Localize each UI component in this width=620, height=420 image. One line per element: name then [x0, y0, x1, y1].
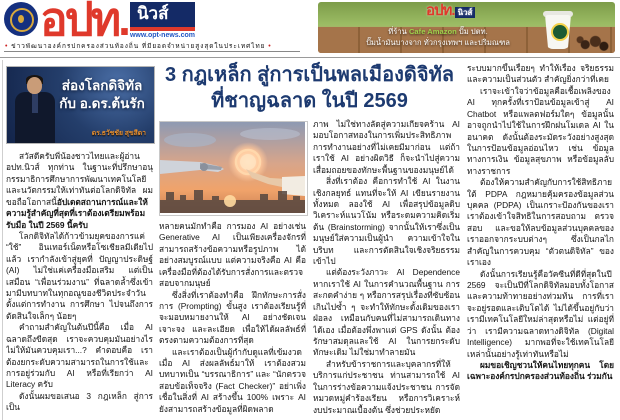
newspaper-logo — [4, 0, 196, 45]
ad-logo-main-text: อปท. — [426, 2, 455, 19]
col1-paragraph2: โลกดิจิทัลได้ก้าวข้ามยุคของการแค่ “ใช้” อินเทอร์เน็ตหรือโซเชียลมีเดียไปแล้ว เรากำลังเข้าสู่ยุคที่ ปัญญาประดิษฐ์ (AI) ไม่ใช่แค่เครื่องมือเสริม แต่เป็นเสมือน “เพื่อนร่วมงาน” ที่ฉลาดล้ำซึ่งเข้ามามีบทบาทในทุกอณูของชีวิตประจำวัน ตั้งแต่การทำงาน การศึกษา ไปจนถึงการตัดสินใจเล็กๆ น้อยๆ — [6, 230, 153, 321]
article-column-2 — [159, 221, 306, 420]
col4-paragraph4: ดังนั้นการเรียนรู้คือวัคซีนที่ดีที่สุดในปี 2569 จะเป็นปีที่โลกดิจิทัลมอบทั้งโอกาสและความท้าทายอย่างท่วมท้น การที่เราจะอยู่รอดและเติบโตได้ ไม่ได้ขึ้นอยู่กับว่าเรามีเทคโนโลยีใหม่ล่าสุดหรือไม่ แต่อยู่ที่ว่า เรามีความฉลาดทางดิจิทัล (Digital Intelligence) มากพอที่จะใช้เทคโนโลยีเหล่านั้นอย่างรู้เท่าทันหรือไม่ — [467, 268, 614, 359]
logo-red-bar — [130, 27, 195, 31]
tagline-text: ข่าวพัฒนาองค์กรปกครองส่วนท้องถิ่น ที่มียอดจำหน่ายสูงสุดในประเทศไทย — [11, 43, 266, 50]
ad-line2: ปั๊มน้ำมันบางจาก ทั่วกรุงเทพฯ และปริมณฑล — [366, 38, 510, 47]
cafe-amazon-ad-banner[interactable] — [318, 2, 615, 53]
col3-paragraph2: สิ่งที่เราต้อง คือการทำใช้ AI ในงานเชิงกลยุทธ์ แทนที่จะให้ AI เขียนรายงานทั้งหมด ลองใช้ AI เพื่อสรุปข้อมูลดิบ วิเคราะห์แนวโน้ม หรือระดมความคิดเริ่มต้น (Brainstorming) จากนั้นให้เราซึ่งเป็นมนุษย์ใส่ความเป็นผู้นำ ความเข้าใจในบริบท และการตัดสินใจเชิงจริยธรรมเข้าไป — [313, 176, 460, 267]
ad-line1-post: ปั๊ม ปตท. — [456, 27, 488, 36]
column-title — [56, 77, 148, 113]
column-title-line2: กับ อ.ดร.ต้นรัก — [59, 96, 145, 112]
col3-paragraph3: แต่ต้องระวังภาวะ AI Dependence หากเราใช้ AI ในการคำนวณพื้นฐาน การสะกดคำง่าย ๆ หรือการสรุปเรื่องที่ซับซ้อนเกินไปซ้ำ ๆ จะทำให้ทักษะดั้งเดิมของเราฝ่อลง เหมือนกับคนที่ไม่สามารถเดินทางได้เอง เมื่อต้องพึ่งพาแต่ GPS ดังนั้น ต้องรักษาสมดุลและใช้ AI ในการยกระดับทักษะเดิม ไม่ใช่มาทำลายมัน — [313, 267, 460, 358]
ad-caption — [338, 26, 538, 48]
website-url-link[interactable]: www.opt-news.com — [129, 31, 196, 39]
article-headline — [159, 62, 460, 114]
masthead-tagline — [5, 41, 272, 51]
col3-paragraph1: ภาพ ไม่ใช่ทางลัดสู่ความเกียจคร้าน AI มอบโอกาสทองในการเพิ่มประสิทธิภาพการทำงานอย่างที่ไม่เคยมีมาก่อน แต่ถ้าเราใช้ AI อย่างผิดวิธี ก็จะนำไปสู่ความเสื่อมถอยของทักษะพื้นฐานของมนุษย์ได้ — [313, 119, 460, 175]
ai-hands-svg — [160, 122, 305, 213]
coffee-cup-icon — [543, 9, 573, 49]
article-column-1 — [6, 151, 153, 420]
col1-paragraph3: คำถามสำคัญในต้นปีนี้คือ เมื่อ AI ฉลาดถึงขีดสุด เราจะควบคุมมันอย่างไร ไม่ให้มันควบคุมเรา...? คำตอบคือ เราต้องยกระดับความสามารถในการใช้และการอยู่ร่วมกับ AI หรือที่เรียกว่า AI Literacy ครับ — [6, 322, 153, 390]
col4-paragraph5-bold: ผมขอเชิญชวนให้คนไทยทุกคน โดยเฉพาะองค์กรปกครองส่วนท้องถิ่น ร่วมกัน — [467, 359, 614, 382]
column-title-line1: ส่องโลกดิจิทัล — [61, 78, 143, 93]
headline-line2: ที่ชาญฉลาด ในปี 2569 — [211, 90, 408, 112]
ad-brand-name: Cafe Amazon — [408, 27, 457, 36]
logo-emblem-icon — [4, 2, 38, 36]
col4-paragraph1: ระบบมากขึ้นเรื่อยๆ ทำให้เรื่อง จริยธรรม และความเป็นส่วนตัว สำคัญยิ่งกว่าที่เคย — [467, 63, 614, 85]
article-column-3 — [313, 119, 460, 420]
col1-paragraph1-normal: สวัสดีครับพี่น้องชาวไทยและผู้อ่าน อปท.นิวส์ ทุกท่าน ในฐานะที่ปรึกษาอนุกรรมาธิการศึกษาการพัฒนาเทคโนโลยีและนวัตกรรมให้เท่าทันต่อโลกดิจิทัล ผมขอถือโอกาสนี้ — [6, 151, 153, 207]
ai-hands-illustration — [159, 121, 308, 216]
columnist-byline: ดร.ธวัชชัย สุขสีดา — [91, 130, 146, 137]
col1-paragraph1-bold: อัปเดตสถานการณ์และให้ความรู้สำคัญที่สุดที่เราต้องเตรียมพร้อมรับมือ ในปี 2569 นี้ครับ — [6, 196, 148, 230]
logo-main-text: อปท. — [40, 0, 128, 45]
col3-paragraph4: สำหรับข้าราชการและบุคลากรที่ให้บริการแก่ประชาชน ท่านสามารถใช้ AI ในการร่างข้อความแจ้งประชาชน การจัดหมวดหมู่คำร้องเรียน หรือการวิเคราะห์งบประมาณเบื้องต้น ซึ่งช่วยประหยัด — [313, 358, 460, 415]
column-rule — [2, 60, 3, 420]
col1-paragraph4: ดังนั้นผมขอเสนอ 3 กฎเหล็ก สู่การเป็น — [6, 390, 153, 413]
masthead — [0, 0, 620, 58]
ad-line1-pre: ที่ร้าน — [388, 27, 409, 36]
article-column-4 — [467, 63, 614, 420]
ad-small-logo — [426, 2, 475, 22]
tagline-divider — [4, 51, 300, 52]
tagline-bullet-right: • — [268, 43, 272, 50]
col4-paragraph3: ต้องให้ความสำคัญกับการใช้สิทธิภายใต้ PDPA กฎหมายคุ้มครองข้อมูลส่วนบุคคล (PDPA) เป็นเกราะป้องกันของเรา เราต้องเข้าใจสิทธิในการสอบถาม ตรวจสอบ และขอให้ลบข้อมูลส่วนบุคคลของเราออกจากระบบต่างๆ ซึ่งเป็นกลไกสำคัญในการควบคุม “ตัวตนดิจิทัล” ของเราเอง — [467, 177, 614, 268]
headline-line1: 3 กฎเหล็ก สู่การเป็นพลเมืองดิจิทัล — [164, 64, 455, 86]
logo-suffix-text: นิวส์ — [130, 2, 195, 27]
col2-paragraph1: หลายคนมักทำคือ การมอง AI อย่างเช่น Generative AI เป็นเพียงเครื่องจักรที่สามารถสร้างข้อความหรือรูปภาพ ได้อย่างสมบูรณ์แบบ แต่ความจริงคือ AI คือเครื่องมือที่ต้องได้รับการสั่งการและตรวจสอบจากมนุษย์ — [159, 221, 306, 289]
columnist-photo — [13, 75, 57, 143]
columnist-card — [6, 66, 155, 144]
tagline-bullet-left: • — [5, 43, 9, 50]
col2-paragraph3: และเราต้องเป็นผู้กำกับดูแลที่เข้มงวด เมื่อ AI ส่งผลลัพธ์มาให้ เราต้องสวมบทบาทเป็น “บรรณาธิการ” และ “นักตรวจสอบข้อเท็จจริง (Fact Checker)” อย่าเพิ่งเชื่อในสิ่งที่ AI สร้างขึ้น 100% เพราะ AI ยังสามารถสร้างข้อมูลที่ผิดพลาด — [159, 346, 306, 414]
coffee-beans-icon — [575, 35, 609, 51]
col4-paragraph2: เราจะเข้าใจว่าข้อมูลคือเชื้อเพลิงของ AI ทุกครั้งที่เราป้อนข้อมูลเข้าสู่ AI Chatbot หรือแพลตฟอร์มใดๆ ข้อมูลนั้นอาจถูกนำไปใช้ในการฝึกฝนโมเดล AI ในอนาคต ดังนั้นต้องระมัดระวังอย่างสูงสุด ในการป้อนข้อมูลอ่อนไหว เช่น ข้อมูลทางการเงิน ข้อมูลสุขภาพ หรือข้อมูลลับทางราชการ — [467, 85, 614, 176]
ad-logo-suffix-text: นิวส์ — [455, 7, 476, 18]
col2-paragraph2: ซึ่งสิ่งที่เราต้องทำคือ ฝึกทักษะการสั่งการ (Prompting) ขั้นสูง เราต้องเรียนรู้ที่จะมอบหมายงานให้ AI อย่างชัดเจน เจาะจง และละเอียด เพื่อให้ได้ผลลัพธ์ที่ตรงตามความต้องการที่สุด — [159, 289, 306, 346]
